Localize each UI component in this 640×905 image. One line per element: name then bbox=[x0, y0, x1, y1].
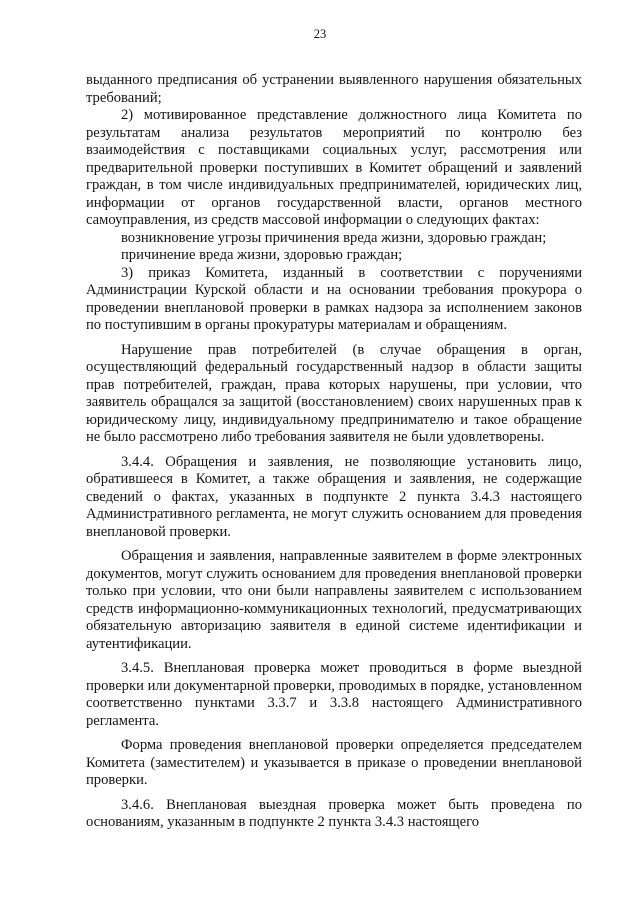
paragraph: 2) мотивированное представление должностного лица Комитета по результатам анализа результатов мероприятий по контролю без взаимодействия с поставщиками социальных услуг, рассмотрения или предварительной проверки поступивших в Комитет обращений и заявлений граждан, в том числе индивидуальных предпринимателей, юридических лиц, информации от органов государственной власти, органов местного самоуправления, из средств массовой информации о следующих фактах: bbox=[86, 107, 582, 228]
paragraph: 3.4.4. Обращения и заявления, не позволяющие установить лицо, обратившееся в Комитет, а также обращения и заявления, не содержащие сведений о фактах, указанных в подпункте 2 пункта 3.4.3 настоящего Административного регламента, не могут служить основанием для проведения внеплановой проверки. bbox=[86, 453, 582, 540]
paragraph: 3.4.5. Внеплановая проверка может проводиться в форме выездной проверки или документарной проверки, проводимых в порядке, установленном соответственно пунктами 3.3.7 и 3.3.8 настоящего Административного регламента. bbox=[86, 660, 582, 729]
paragraph: выданного предписания об устранении выявленного нарушения обязательных требований; bbox=[86, 72, 582, 106]
paragraph: Форма проведения внеплановой проверки определяется председателем Комитета (заместителем) и указывается в приказе о проведении внеплановой проверки. bbox=[86, 737, 582, 788]
list-item: возникновение угрозы причинения вреда жизни, здоровью граждан; bbox=[121, 229, 547, 246]
document-body bbox=[86, 72, 582, 832]
list-item: причинение вреда жизни, здоровью граждан; bbox=[121, 247, 403, 263]
paragraph: 3) приказ Комитета, изданный в соответствии с поручениями Администрации Курской области и на основании требования прокурора о проведении внеплановой проверки в рамках надзора за исполнением законов по поступившим в органы прокуратуры материалам и обращениям. bbox=[86, 264, 582, 333]
paragraph: Обращения и заявления, направленные заявителем в форме электронных документов, могут служить основанием для проведения внеплановой проверки только при условии, что они были направлены заявителем с использованием средств информационно-коммуникационных технологий, предусматривающих обязательную авторизацию заявителя в единой системе идентификации и аутентификации. bbox=[86, 548, 582, 652]
paragraph: 3.4.6. Внеплановая выездная проверка может быть проведена по основаниям, указанным в подпункте 2 пункта 3.4.3 настоящего bbox=[86, 796, 582, 830]
page-number: 23 bbox=[313, 27, 327, 41]
paragraph: Нарушение прав потребителей (в случае обращения в орган, осуществляющий федеральный государственный надзор в области защиты прав потребителей, граждан, права которых нарушены, при условии, что заявитель обращался за защитой (восстановлением) своих нарушенных прав к юридическому лицу, индивидуальному предпринимателю и такое обращение не было рассмотрено либо требования заявителя не были удовлетворены. bbox=[86, 341, 582, 445]
